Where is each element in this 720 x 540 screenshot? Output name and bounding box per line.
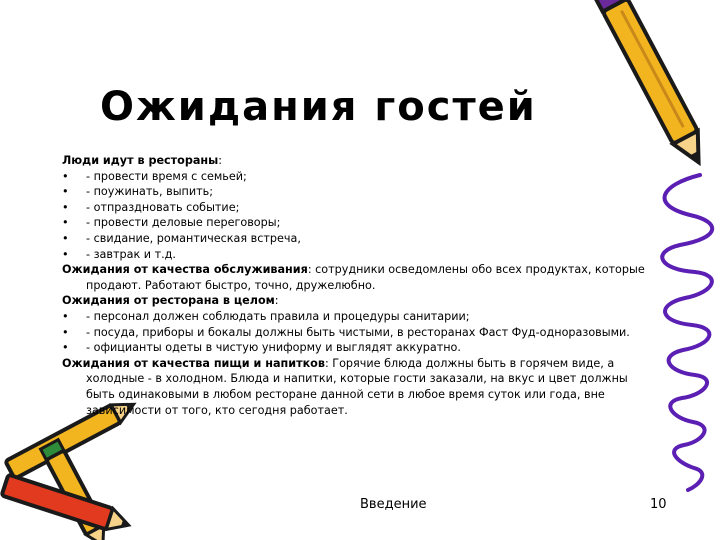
restaurant-paragraph	[62, 293, 657, 309]
list-item: • - завтрак и т.д.	[62, 247, 176, 261]
slide-title: Ожидания гостей	[100, 84, 537, 130]
list-item: • - провести деловые переговоры;	[62, 216, 281, 230]
restaurant-label: Ожидания от ресторана в целом	[62, 294, 275, 308]
slide-body	[62, 153, 657, 418]
service-paragraph	[62, 262, 657, 293]
list-item: • - поужинать, выпить;	[62, 185, 214, 199]
food-label: Ожидания от качества пищи и напитков	[62, 356, 325, 370]
pencil-icon	[594, 0, 711, 169]
service-label: Ожидания от качества обслуживания	[62, 263, 308, 277]
list-item: • - персонал должен соблюдать правила и процедуры санитарии;	[62, 309, 470, 323]
list-item: • - отпраздновать событие;	[62, 200, 240, 214]
list-item: • - провести время с семьей;	[62, 169, 247, 183]
intro-paragraph	[62, 153, 657, 169]
service-text: : сотрудники осведомлены обо всех продуктах, которые продают. Работают быстро, точно, дружелюбно.	[86, 263, 645, 292]
restaurant-sep: :	[274, 294, 279, 308]
page-number: 10	[650, 497, 667, 512]
food-paragraph	[62, 356, 657, 418]
list-item: • - официанты одеты в чистую униформу и выглядят аккуратно.	[62, 341, 461, 355]
list-item: • - посуда, приборы и бокалы должны быть чистыми, в ресторанах Фаст Фуд-одноразовыми.	[62, 325, 630, 339]
intro-sep: :	[218, 154, 223, 167]
squiggle-line-icon	[662, 175, 712, 490]
food-text: : Горячие блюда должны быть в горячем виде, а холодные - в холодном. Блюда и напитки, которые гости заказали, на вкус и цвет должны быть одинаковыми в любом ресторане данной сети в любое время суток или года, вне зависимости от того, кто сегодня работает.	[86, 356, 628, 417]
list-item: • - свидание, романтическая встреча,	[62, 231, 301, 245]
footer-section: Введение	[360, 497, 427, 512]
intro-label: Люди идут в рестораны	[62, 154, 219, 167]
